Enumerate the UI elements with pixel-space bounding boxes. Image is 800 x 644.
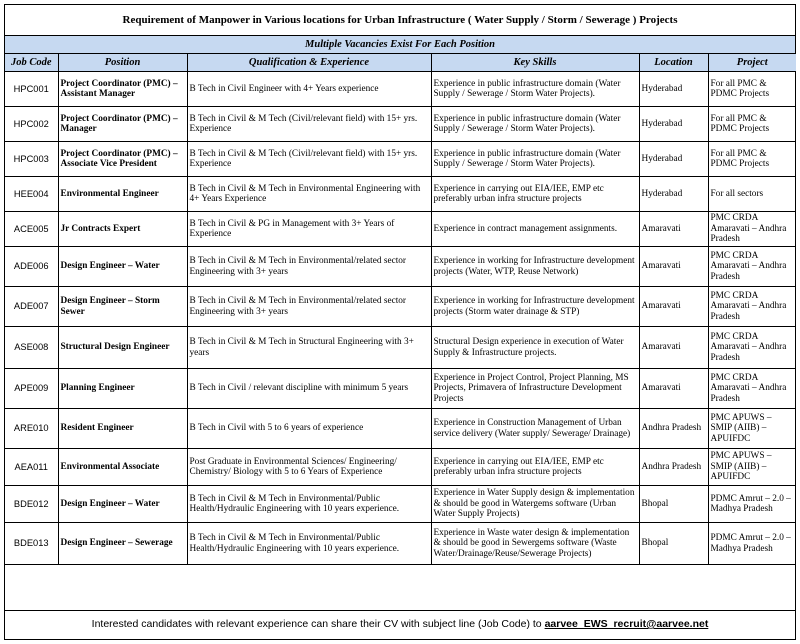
recruitment-notice bbox=[4, 4, 796, 640]
job-code-cell: ARE010 bbox=[5, 409, 58, 449]
job-code-cell: ASE008 bbox=[5, 327, 58, 369]
qualification-cell: B Tech in Civil Engineer with 4+ Years experience bbox=[187, 72, 431, 107]
project-cell: PMC CRDA Amaravati – Andhra Pradesh bbox=[708, 247, 796, 287]
location-cell: Amaravati bbox=[639, 327, 708, 369]
job-code-cell: ADE006 bbox=[5, 247, 58, 287]
job-code-cell: APE009 bbox=[5, 369, 58, 409]
location-cell: Bhopal bbox=[639, 523, 708, 565]
table-row bbox=[5, 142, 796, 177]
key-skills-cell: Experience in carrying out EIA/IEE, EMP etc preferably urban infra structure projects bbox=[431, 177, 639, 212]
job-code-cell: AEA011 bbox=[5, 449, 58, 486]
header-job-code: Job Code bbox=[5, 54, 58, 72]
job-code-cell: ACE005 bbox=[5, 212, 58, 247]
table-row bbox=[5, 72, 796, 107]
job-code-cell: ADE007 bbox=[5, 287, 58, 327]
job-code-cell: BDE012 bbox=[5, 486, 58, 523]
qualification-cell: B Tech in Civil & M Tech in Structural Engineering with 3+ years bbox=[187, 327, 431, 369]
position-cell: Project Coordinator (PMC) – Associate Vice President bbox=[58, 142, 187, 177]
job-code-cell: HPC003 bbox=[5, 142, 58, 177]
location-cell: Bhopal bbox=[639, 486, 708, 523]
position-cell: Project Coordinator (PMC) – Manager bbox=[58, 107, 187, 142]
qualification-cell: B Tech in Civil / relevant discipline with minimum 5 years bbox=[187, 369, 431, 409]
job-code-cell: HPC002 bbox=[5, 107, 58, 142]
footer-note bbox=[5, 610, 795, 639]
location-cell: Hyderabad bbox=[639, 72, 708, 107]
project-cell: PDMC Amrut – 2.0 – Madhya Pradesh bbox=[708, 523, 796, 565]
position-cell: Design Engineer – Storm Sewer bbox=[58, 287, 187, 327]
email-link[interactable]: aarvee_EWS_recruit@aarvee.net bbox=[544, 618, 709, 630]
table-row bbox=[5, 486, 796, 523]
project-cell: PMC APUWS – SMIP (AIIB) – APUIFDC bbox=[708, 449, 796, 486]
position-cell: Project Coordinator (PMC) – Assistant Manager bbox=[58, 72, 187, 107]
qualification-cell: Post Graduate in Environmental Sciences/ Engineering/ Chemistry/ Biology with 5 to 6 Years of Experience bbox=[187, 449, 431, 486]
header-position: Position bbox=[58, 54, 187, 72]
qualification-cell: B Tech in Civil with 5 to 6 years of experience bbox=[187, 409, 431, 449]
job-code-cell: HEE004 bbox=[5, 177, 58, 212]
table-row bbox=[5, 369, 796, 409]
header-project: Project bbox=[708, 54, 796, 72]
position-cell: Structural Design Engineer bbox=[58, 327, 187, 369]
location-cell: Amaravati bbox=[639, 287, 708, 327]
project-cell: For all PMC & PDMC Projects bbox=[708, 72, 796, 107]
key-skills-cell: Experience in working for Infrastructure development projects (Storm water drainage & STP) bbox=[431, 287, 639, 327]
table-row bbox=[5, 107, 796, 142]
location-cell: Amaravati bbox=[639, 212, 708, 247]
key-skills-cell: Experience in public infrastructure domain (Water Supply / Sewerage / Storm Water Projects). bbox=[431, 72, 639, 107]
position-cell: Resident Engineer bbox=[58, 409, 187, 449]
project-cell: PMC APUWS – SMIP (AIIB) – APUIFDC bbox=[708, 409, 796, 449]
table-row bbox=[5, 523, 796, 565]
vacancy-table bbox=[5, 54, 796, 565]
table-row bbox=[5, 327, 796, 369]
project-cell: PMC CRDA Amaravati – Andhra Pradesh bbox=[708, 327, 796, 369]
table-row bbox=[5, 287, 796, 327]
page-subtitle: Multiple Vacancies Exist For Each Position bbox=[5, 36, 795, 54]
qualification-cell: B Tech in Civil & M Tech in Environmental/Public Health/Hydraulic Engineering with 10 years experience. bbox=[187, 486, 431, 523]
table-row bbox=[5, 449, 796, 486]
qualification-cell: B Tech in Civil & PG in Management with 3+ Years of Experience bbox=[187, 212, 431, 247]
qualification-cell: B Tech in Civil & M Tech (Civil/relevant field) with 15+ yrs. Experience bbox=[187, 142, 431, 177]
project-cell: PDMC Amrut – 2.0 – Madhya Pradesh bbox=[708, 486, 796, 523]
header-key-skills: Key Skills bbox=[431, 54, 639, 72]
table-row bbox=[5, 409, 796, 449]
position-cell: Environmental Engineer bbox=[58, 177, 187, 212]
location-cell: Hyderabad bbox=[639, 177, 708, 212]
table-header-row bbox=[5, 54, 796, 72]
position-cell: Jr Contracts Expert bbox=[58, 212, 187, 247]
key-skills-cell: Experience in Water Supply design & implementation & should be good in Watergems software (Urban Water Supply Projects) bbox=[431, 486, 639, 523]
location-cell: Amaravati bbox=[639, 369, 708, 409]
location-cell: Amaravati bbox=[639, 247, 708, 287]
key-skills-cell: Experience in Project Control, Project Planning, MS Projects, Primavera of Infrastructure Development Projects bbox=[431, 369, 639, 409]
footer-text: Interested candidates with relevant experience can share their CV with subject line (Job Code) to bbox=[91, 618, 545, 630]
key-skills-cell: Experience in Waste water design & implementation & should be good in Sewergems software (Waste Water/Drainage/Reuse/Sewerage Projects) bbox=[431, 523, 639, 565]
table-row bbox=[5, 177, 796, 212]
qualification-cell: B Tech in Civil & M Tech in Environmental/related sector Engineering with 3+ years bbox=[187, 287, 431, 327]
job-code-cell: HPC001 bbox=[5, 72, 58, 107]
location-cell: Andhra Pradesh bbox=[639, 449, 708, 486]
project-cell: PMC CRDA Amaravati – Andhra Pradesh bbox=[708, 212, 796, 247]
project-cell: For all sectors bbox=[708, 177, 796, 212]
qualification-cell: B Tech in Civil & M Tech in Environmental/Public Health/Hydraulic Engineering with 10 years experience. bbox=[187, 523, 431, 565]
key-skills-cell: Experience in working for Infrastructure development projects (Water, WTP, Reuse Network) bbox=[431, 247, 639, 287]
qualification-cell: B Tech in Civil & M Tech (Civil/relevant field) with 15+ yrs. Experience bbox=[187, 107, 431, 142]
key-skills-cell: Experience in public infrastructure domain (Water Supply / Sewerage / Storm Water Projects). bbox=[431, 142, 639, 177]
key-skills-cell: Experience in public infrastructure domain (Water Supply / Sewerage / Storm Water Projects). bbox=[431, 107, 639, 142]
position-cell: Environmental Associate bbox=[58, 449, 187, 486]
project-cell: For all PMC & PDMC Projects bbox=[708, 142, 796, 177]
position-cell: Planning Engineer bbox=[58, 369, 187, 409]
project-cell: For all PMC & PDMC Projects bbox=[708, 107, 796, 142]
location-cell: Andhra Pradesh bbox=[639, 409, 708, 449]
key-skills-cell: Experience in Construction Management of Urban service delivery (Water supply/ Sewerage/ Drainage) bbox=[431, 409, 639, 449]
position-cell: Design Engineer – Water bbox=[58, 247, 187, 287]
project-cell: PMC CRDA Amaravati – Andhra Pradesh bbox=[708, 287, 796, 327]
key-skills-cell: Experience in carrying out EIA/IEE, EMP etc preferably urban infra structure projects bbox=[431, 449, 639, 486]
header-location: Location bbox=[639, 54, 708, 72]
position-cell: Design Engineer – Sewerage bbox=[58, 523, 187, 565]
location-cell: Hyderabad bbox=[639, 107, 708, 142]
project-cell: PMC CRDA Amaravati – Andhra Pradesh bbox=[708, 369, 796, 409]
table-row bbox=[5, 247, 796, 287]
page-title: Requirement of Manpower in Various locations for Urban Infrastructure ( Water Supply / Storm / Sewerage ) Projects bbox=[5, 5, 795, 36]
location-cell: Hyderabad bbox=[639, 142, 708, 177]
key-skills-cell: Experience in contract management assignments. bbox=[431, 212, 639, 247]
key-skills-cell: Structural Design experience in execution of Water Supply & Infrastructure projects. bbox=[431, 327, 639, 369]
job-code-cell: BDE013 bbox=[5, 523, 58, 565]
qualification-cell: B Tech in Civil & M Tech in Environmental Engineering with 4+ Years Experience bbox=[187, 177, 431, 212]
table-row bbox=[5, 212, 796, 247]
header-qualification: Qualification & Experience bbox=[187, 54, 431, 72]
qualification-cell: B Tech in Civil & M Tech in Environmental/related sector Engineering with 3+ years bbox=[187, 247, 431, 287]
position-cell: Design Engineer – Water bbox=[58, 486, 187, 523]
